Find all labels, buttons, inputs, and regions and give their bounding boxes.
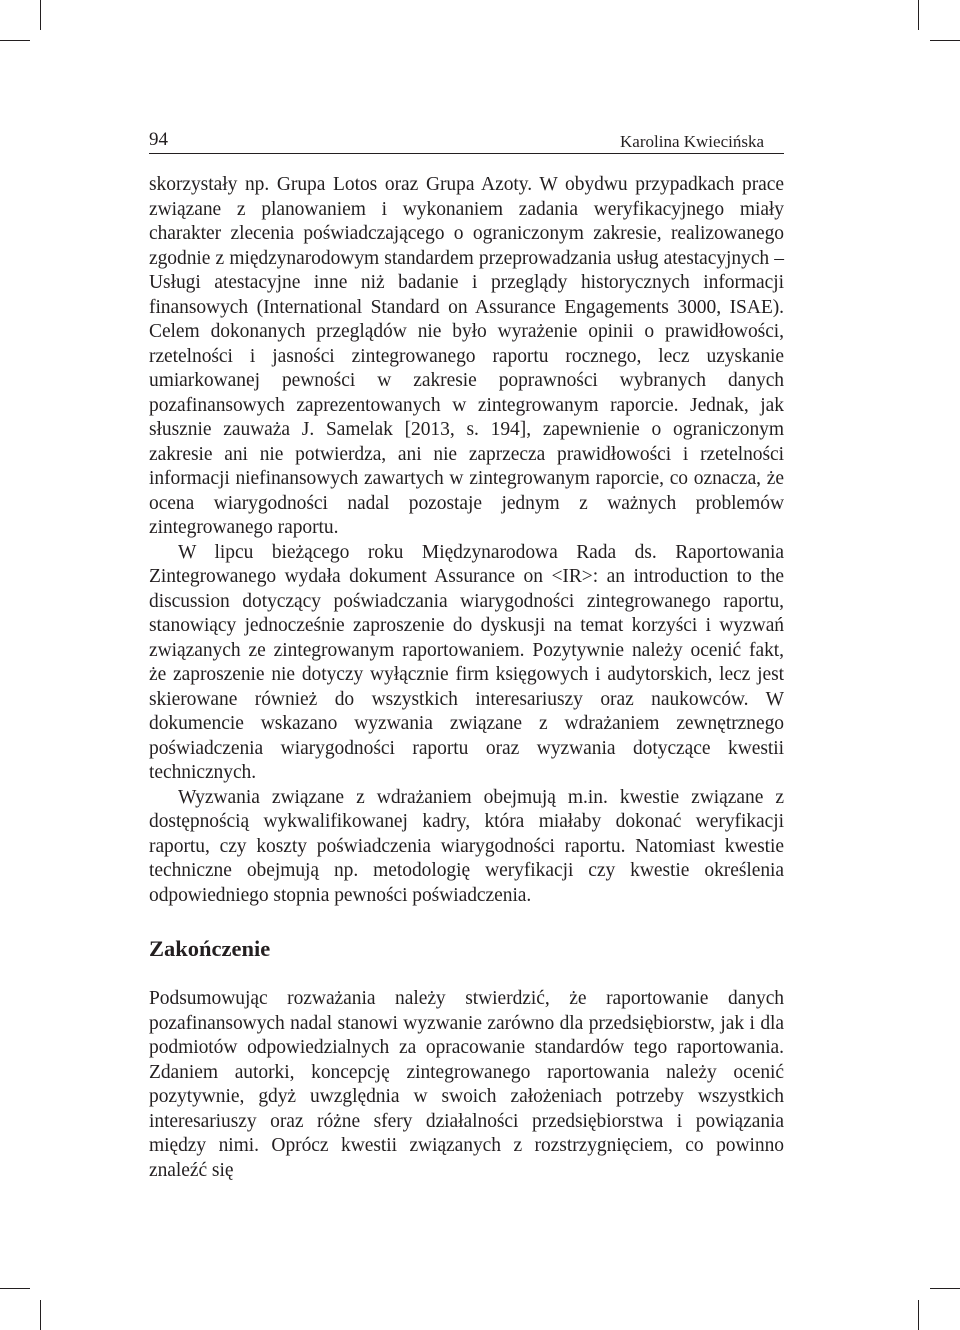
crop-mark-top-right <box>930 40 960 41</box>
section-heading: Zakończenie <box>149 936 271 961</box>
crop-mark-top-left <box>40 0 41 30</box>
paragraph: Wyzwania związane z wdrażaniem obejmują m.in. kwestie związane z dostępnością wykwalifikowanej kadry, która miałaby dokonać weryfikacji raportu, czy koszty poświadczenia wiarygodności raportu. Natomiast kwestie techniczne obejmują np. metodologię weryfikacji czy kwestie określenia odpowiedniego stopnia pewności poświadczenia. <box>149 786 784 906</box>
crop-mark-bottom-right <box>930 1288 960 1289</box>
page-number: 94 <box>149 129 168 150</box>
crop-mark-bottom-right <box>918 1300 919 1330</box>
paragraph: skorzystały np. Grupa Lotos oraz Grupa Azoty. W obydwu przypadkach prace związane z planowaniem i wykonaniem zadania weryfikacyjnego miały charakter zlecenia poświadczającego o ograniczonym zakresie, realizowanego zgodnie z międzynarodowym standardem przeprowadzania usług atestacyjnych – Usługi atestacyjne inne niż badanie i przeglądy historycznych informacji finansowych (International Standard on Assurance Engagements 3000, ISAE). Celem dokonanych przeglądów nie było wyrażenie opinii o prawidłowości, rzetelności i jasności zintegrowanego raportu rocznego, lecz uzyskanie umiarkowanej pewności w zakresie poprawności wybranych danych pozafinansowych zaprezentowanych w zintegrowanym raporcie. Jednak, jak słusznie zauważa J. Samelak [2013, s. 194], zapewnienie o ograniczonym zakresie ani nie potwierdza, ani nie zaprzecza prawidłowości i rzetelności informacji niefinansowych zawartych w zintegrowanym raporcie, co oznacza, że ocena wiarygodności nadal pozostaje jednym z ważnych problemów zintegrowanego raportu. <box>149 174 784 538</box>
running-header <box>149 127 784 154</box>
paragraph: Podsumowując rozważania należy stwierdzić, że raportowanie danych pozafinansowych nadal stanowi wyzwanie zarówno dla przedsiębiorstw, jak i dla podmiotów odpowiedzialnych za opracowanie standardów tego raportowania. Zdaniem autorki, koncepcję zintegrowanego raportowania należy ocenić pozytywnie, gdyż uwzględnia w swoich założeniach potrzeby wszystkich interesariuszy oraz różne sfery działalności przedsiębiorstwa i powiązania między nimi. Oprócz kwestii związanych z rozstrzygnięciem, co powinno znaleźć się <box>149 988 784 1181</box>
crop-mark-top-left <box>0 40 30 41</box>
body-text <box>149 173 784 908</box>
running-header-author: Karolina Kwiecińska <box>620 132 764 151</box>
crop-mark-top-right <box>918 0 919 30</box>
crop-mark-bottom-left <box>40 1300 41 1330</box>
crop-mark-bottom-left <box>0 1288 30 1289</box>
paragraph: W lipcu bieżącego roku Międzynarodowa Rada ds. Raportowania Zintegrowanego wydała dokument Assurance on <IR>: an introduction to the discussion dotyczący poświadczania wiarygodności zintegrowanego raportu, stanowiący jednocześnie zaproszenie do dyskusji na temat korzyści i wyzwań związanych ze zintegrowanym raportowaniem. Pozytywnie należy ocenić fakt, że zaproszenie nie dotyczy wyłącznie firm księgowych i audytorskich, lecz jest skierowane również do wszystkich interesariuszy oraz naukowców. W dokumencie wskazano wyzwania związane z wdrażaniem zewnętrznego poświadczenia wiarygodności raportu oraz wyzwania dotyczące kwestii technicznych. <box>149 541 784 783</box>
section-text <box>149 987 784 1183</box>
